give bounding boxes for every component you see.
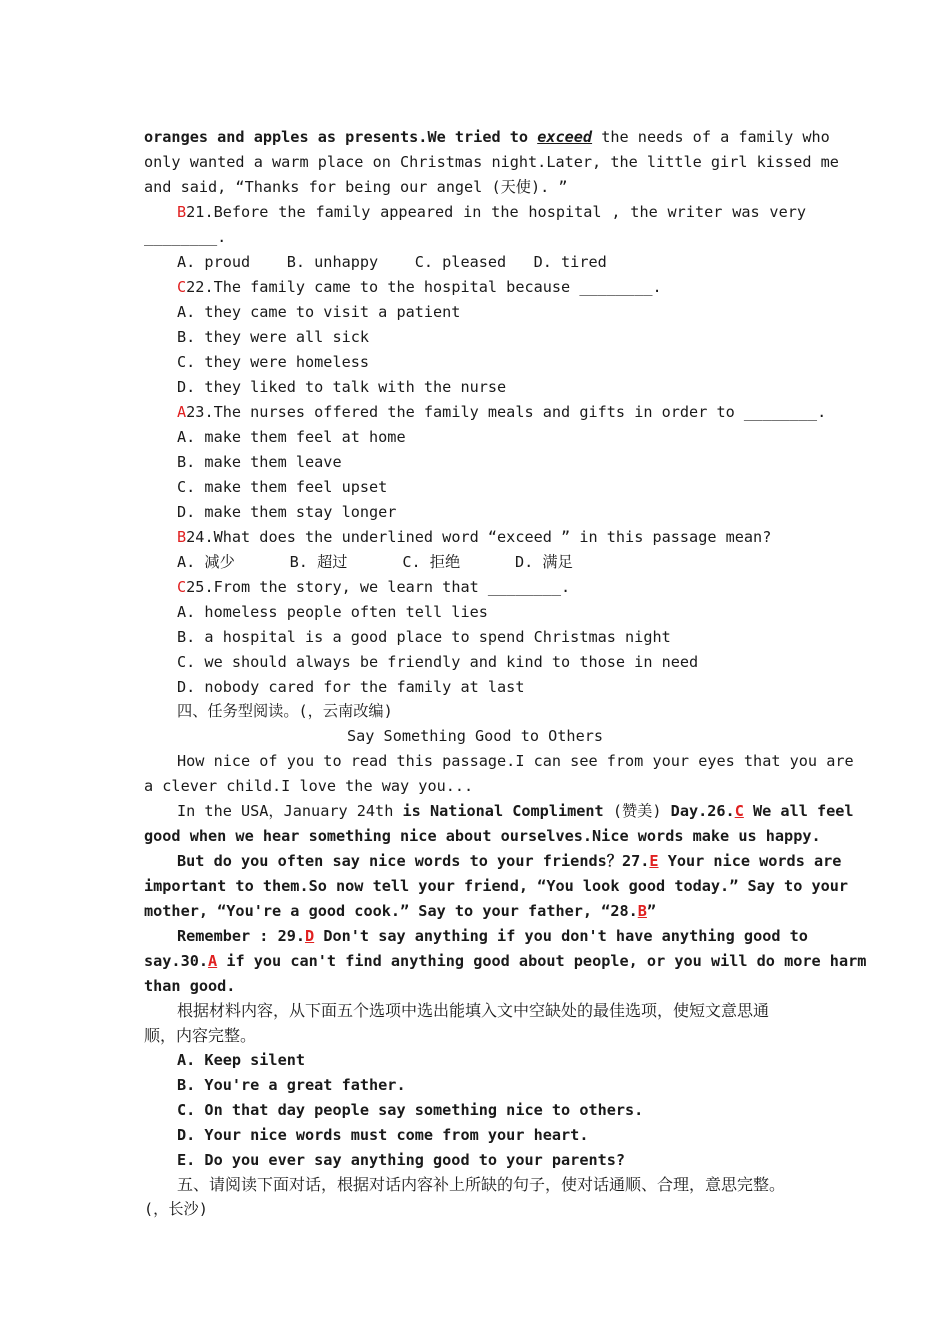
answer-mark-23: A [177,403,187,421]
section-4-heading: 四、任务型阅读。(，云南改编) [177,702,393,720]
answer-mark-30: A [208,952,218,970]
section-5-heading-line-1: 五、请阅读下面对话，根据对话内容补上所缺的句子，使对话通顺、合理，意思完整。 [177,1175,786,1194]
section-5-heading-line-2: (，长沙) [144,1200,208,1218]
option: C. On that day people say something nice to others. [177,1101,644,1119]
option: D. they liked to talk with the nurse [177,378,507,396]
question-25-text: 25.From the story, we learn that ________. [186,578,571,596]
question-21-stem [177,200,806,225]
option: E. Do you ever say anything good to your parents? [177,1151,626,1169]
option: A. Keep silent [177,1051,306,1069]
paragraph-bold-text: is National Compliment [402,802,604,820]
question-25-stem [177,575,806,600]
question-21-options: A. proud B. unhappy C. pleased D. tired [177,253,607,271]
question-24-options: A. 减少 B. 超过 C. 拒绝 D. 满足 [177,553,573,571]
option: A. homeless people often tell lies [177,603,488,621]
question-21-text: 21.Before the family appeared in the hospital , the writer was very [186,203,806,221]
passage-text: the needs of a family who [601,128,830,146]
paragraph-4-line-2 [144,949,867,974]
option: D. nobody cared for the family at last [177,678,525,696]
option: A. make them feel at home [177,428,406,446]
blank-27 [177,852,659,870]
paragraph-3-line-2: important to them.So now tell your friend, “You look good today.” Say to your [144,877,849,895]
paragraph-text: mother, “You're a good cook.” Say to your father, “28. [144,902,638,920]
question-23-text: 23.The nurses offered the family meals and gifts in order to ________. [186,403,827,421]
instruction-line-2: 顺，内容完整。 [144,1026,257,1045]
paragraph-1-line-2: a clever child.I love the way you... [144,777,474,795]
answer-mark-21: B [177,203,187,221]
paragraph-bold-text: We all feel [753,802,854,820]
option: C. they were homeless [177,353,370,371]
answer-mark-24: B [177,528,187,546]
blank-30 [144,952,217,970]
underlined-word-exceed: exceed [537,128,593,146]
paragraph-text: Don't say anything if you don't have anything good to [323,927,808,945]
paragraph-text: Your nice words are [667,852,842,870]
question-23-stem [177,400,827,425]
passage-bold-text: oranges and apples as presents.We tried to [144,128,529,146]
paragraph-text: Remember : 29. [177,927,306,945]
passage-line-3: and said, “Thanks for being our angel (天使). ” [144,178,568,196]
paragraph-2-line-2: good when we hear something nice about ourselves.Nice words make us happy. [144,827,821,845]
option: B. they were all sick [177,328,370,346]
option: C. make them feel upset [177,478,388,496]
closing-quote: ” [646,902,657,920]
answer-mark-29: D [305,927,315,945]
paragraph-text: But do you often say nice words to your friends？27. [177,852,650,870]
passage-line-1 [144,125,830,150]
option: D. make them stay longer [177,503,397,521]
paragraph-4-line-3: than good. [144,977,236,995]
paragraph-1-line-1: How nice of you to read this passage.I can see from your eyes that you are [177,752,854,770]
question-24-stem [177,525,806,550]
paragraph-4-line-1 [177,924,806,949]
instruction-line-1: 根据材料内容，从下面五个选项中选出能填入文中空缺处的最佳选项，使短文意思通 [177,1001,770,1020]
paragraph-text: (赞美) [612,802,662,820]
blank-number-26: Day.26. [670,802,735,820]
answer-mark-28: B [637,902,647,920]
option: B. make them leave [177,453,342,471]
option: B. You're a great father. [177,1076,406,1094]
passage-title: Say Something Good to Others [346,727,604,745]
option: B. a hospital is a good place to spend Christmas night [177,628,671,646]
paragraph-text: say.30. [144,952,209,970]
paragraph-3-line-1 [177,849,842,874]
blank-29 [177,927,314,945]
question-21-blank: ________. [144,228,227,246]
passage-line-2: only wanted a warm place on Christmas night.Later, the little girl kissed me [144,153,839,171]
paragraph-2-line-1 [177,799,854,824]
answer-mark-25: C [177,578,187,596]
blank-26 [671,802,744,820]
answer-mark-22: C [177,278,187,296]
paragraph-3-line-3 [144,899,806,924]
option: D. Your nice words must come from your heart. [177,1126,589,1144]
answer-mark-26: C [734,802,744,820]
option: A. they came to visit a patient [177,303,461,321]
question-22-text: 22.The family came to the hospital because ________. [186,278,662,296]
question-22-stem [177,275,806,300]
question-24-text: 24.What does the underlined word “exceed ” in this passage mean? [186,528,772,546]
paragraph-text: if you can't find anything good about people, or you will do more harm [226,952,867,970]
answer-mark-27: E [649,852,659,870]
option: C. we should always be friendly and kind to those in need [177,653,699,671]
paragraph-text: In the USA，January 24th [177,802,394,820]
